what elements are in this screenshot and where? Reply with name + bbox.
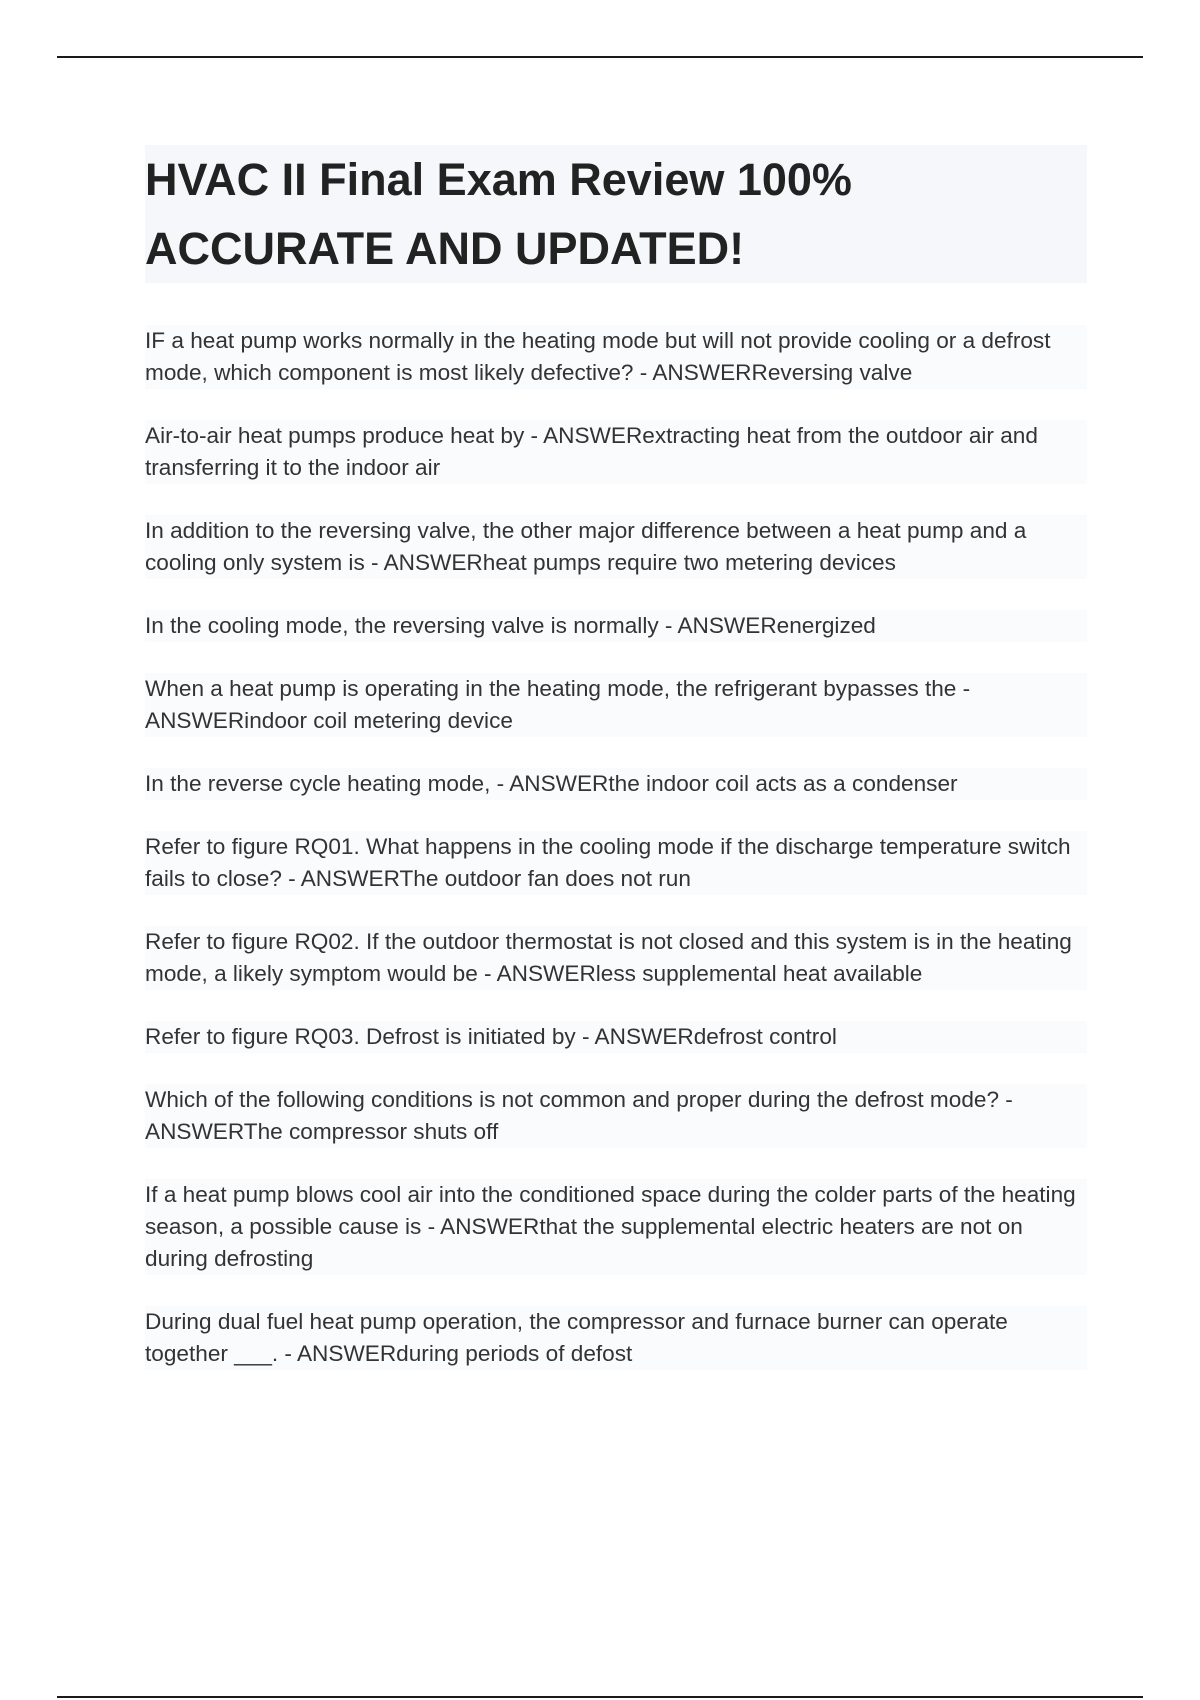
question-text: Air-to-air heat pumps produce heat by - ANSWER xyxy=(145,423,643,448)
answer-text: The outdoor fan does not run xyxy=(399,866,691,891)
qa-item xyxy=(145,1021,1087,1053)
answer-text: heat pumps require two metering devices xyxy=(482,550,896,575)
question-text: IF a heat pump works normally in the heating mode but will not provide cooling or a defrost mode, which component is most likely defective? - ANSWER xyxy=(145,328,1051,385)
qa-item xyxy=(145,515,1087,579)
qa-item xyxy=(145,1084,1087,1148)
qa-item xyxy=(145,1179,1087,1275)
qa-item xyxy=(145,768,1087,800)
qa-item xyxy=(145,926,1087,990)
answer-text: during periods of defost xyxy=(396,1341,633,1366)
document-body xyxy=(145,145,1087,1401)
answer-text: defrost control xyxy=(693,1024,837,1049)
question-text: In the reverse cycle heating mode, - ANSWER xyxy=(145,771,609,796)
qa-list xyxy=(145,325,1087,1370)
qa-item xyxy=(145,610,1087,642)
answer-text: Reversing valve xyxy=(751,360,913,385)
qa-item xyxy=(145,831,1087,895)
bottom-divider xyxy=(57,1696,1143,1698)
question-text: Refer to figure RQ03. Defrost is initiated by - ANSWER xyxy=(145,1024,694,1049)
answer-text: extracting heat from the outdoor air and transferring it to the indoor air xyxy=(145,423,1038,480)
question-text: Refer to figure RQ02. If the outdoor thermostat is not closed and this system is in the heating mode, a likely symptom would be - ANSWER xyxy=(145,929,1072,986)
document-title: HVAC II Final Exam Review 100% ACCURATE AND UPDATED! xyxy=(145,145,1087,283)
qa-item xyxy=(145,1306,1087,1370)
qa-item xyxy=(145,420,1087,484)
top-divider xyxy=(57,56,1143,58)
answer-text: less supplemental heat available xyxy=(595,961,923,986)
question-text: If a heat pump blows cool air into the conditioned space during the colder parts of the heating season, a possible cause is - ANSWER xyxy=(145,1182,1076,1239)
question-text: When a heat pump is operating in the heating mode, the refrigerant bypasses the - ANSWER xyxy=(145,676,971,733)
qa-item xyxy=(145,673,1087,737)
question-text: During dual fuel heat pump operation, the compressor and furnace burner can operate together ___. - ANSWER xyxy=(145,1309,1008,1366)
question-text: Which of the following conditions is not common and proper during the defrost mode? - ANSWER xyxy=(145,1087,1013,1144)
question-text: In addition to the reversing valve, the other major difference between a heat pump and a cooling only system is - ANSWER xyxy=(145,518,1027,575)
answer-text: the indoor coil acts as a condenser xyxy=(608,771,958,796)
qa-item xyxy=(145,325,1087,389)
answer-text: The compressor shuts off xyxy=(243,1119,499,1144)
question-text: In the cooling mode, the reversing valve is normally - ANSWER xyxy=(145,613,777,638)
question-text: Refer to figure RQ01. What happens in the cooling mode if the discharge temperature switch fails to close? - ANSWER xyxy=(145,834,1071,891)
answer-text: energized xyxy=(776,613,876,638)
answer-text: indoor coil metering device xyxy=(244,708,513,733)
answer-text: that the supplemental electric heaters are not on during defrosting xyxy=(145,1214,1023,1271)
